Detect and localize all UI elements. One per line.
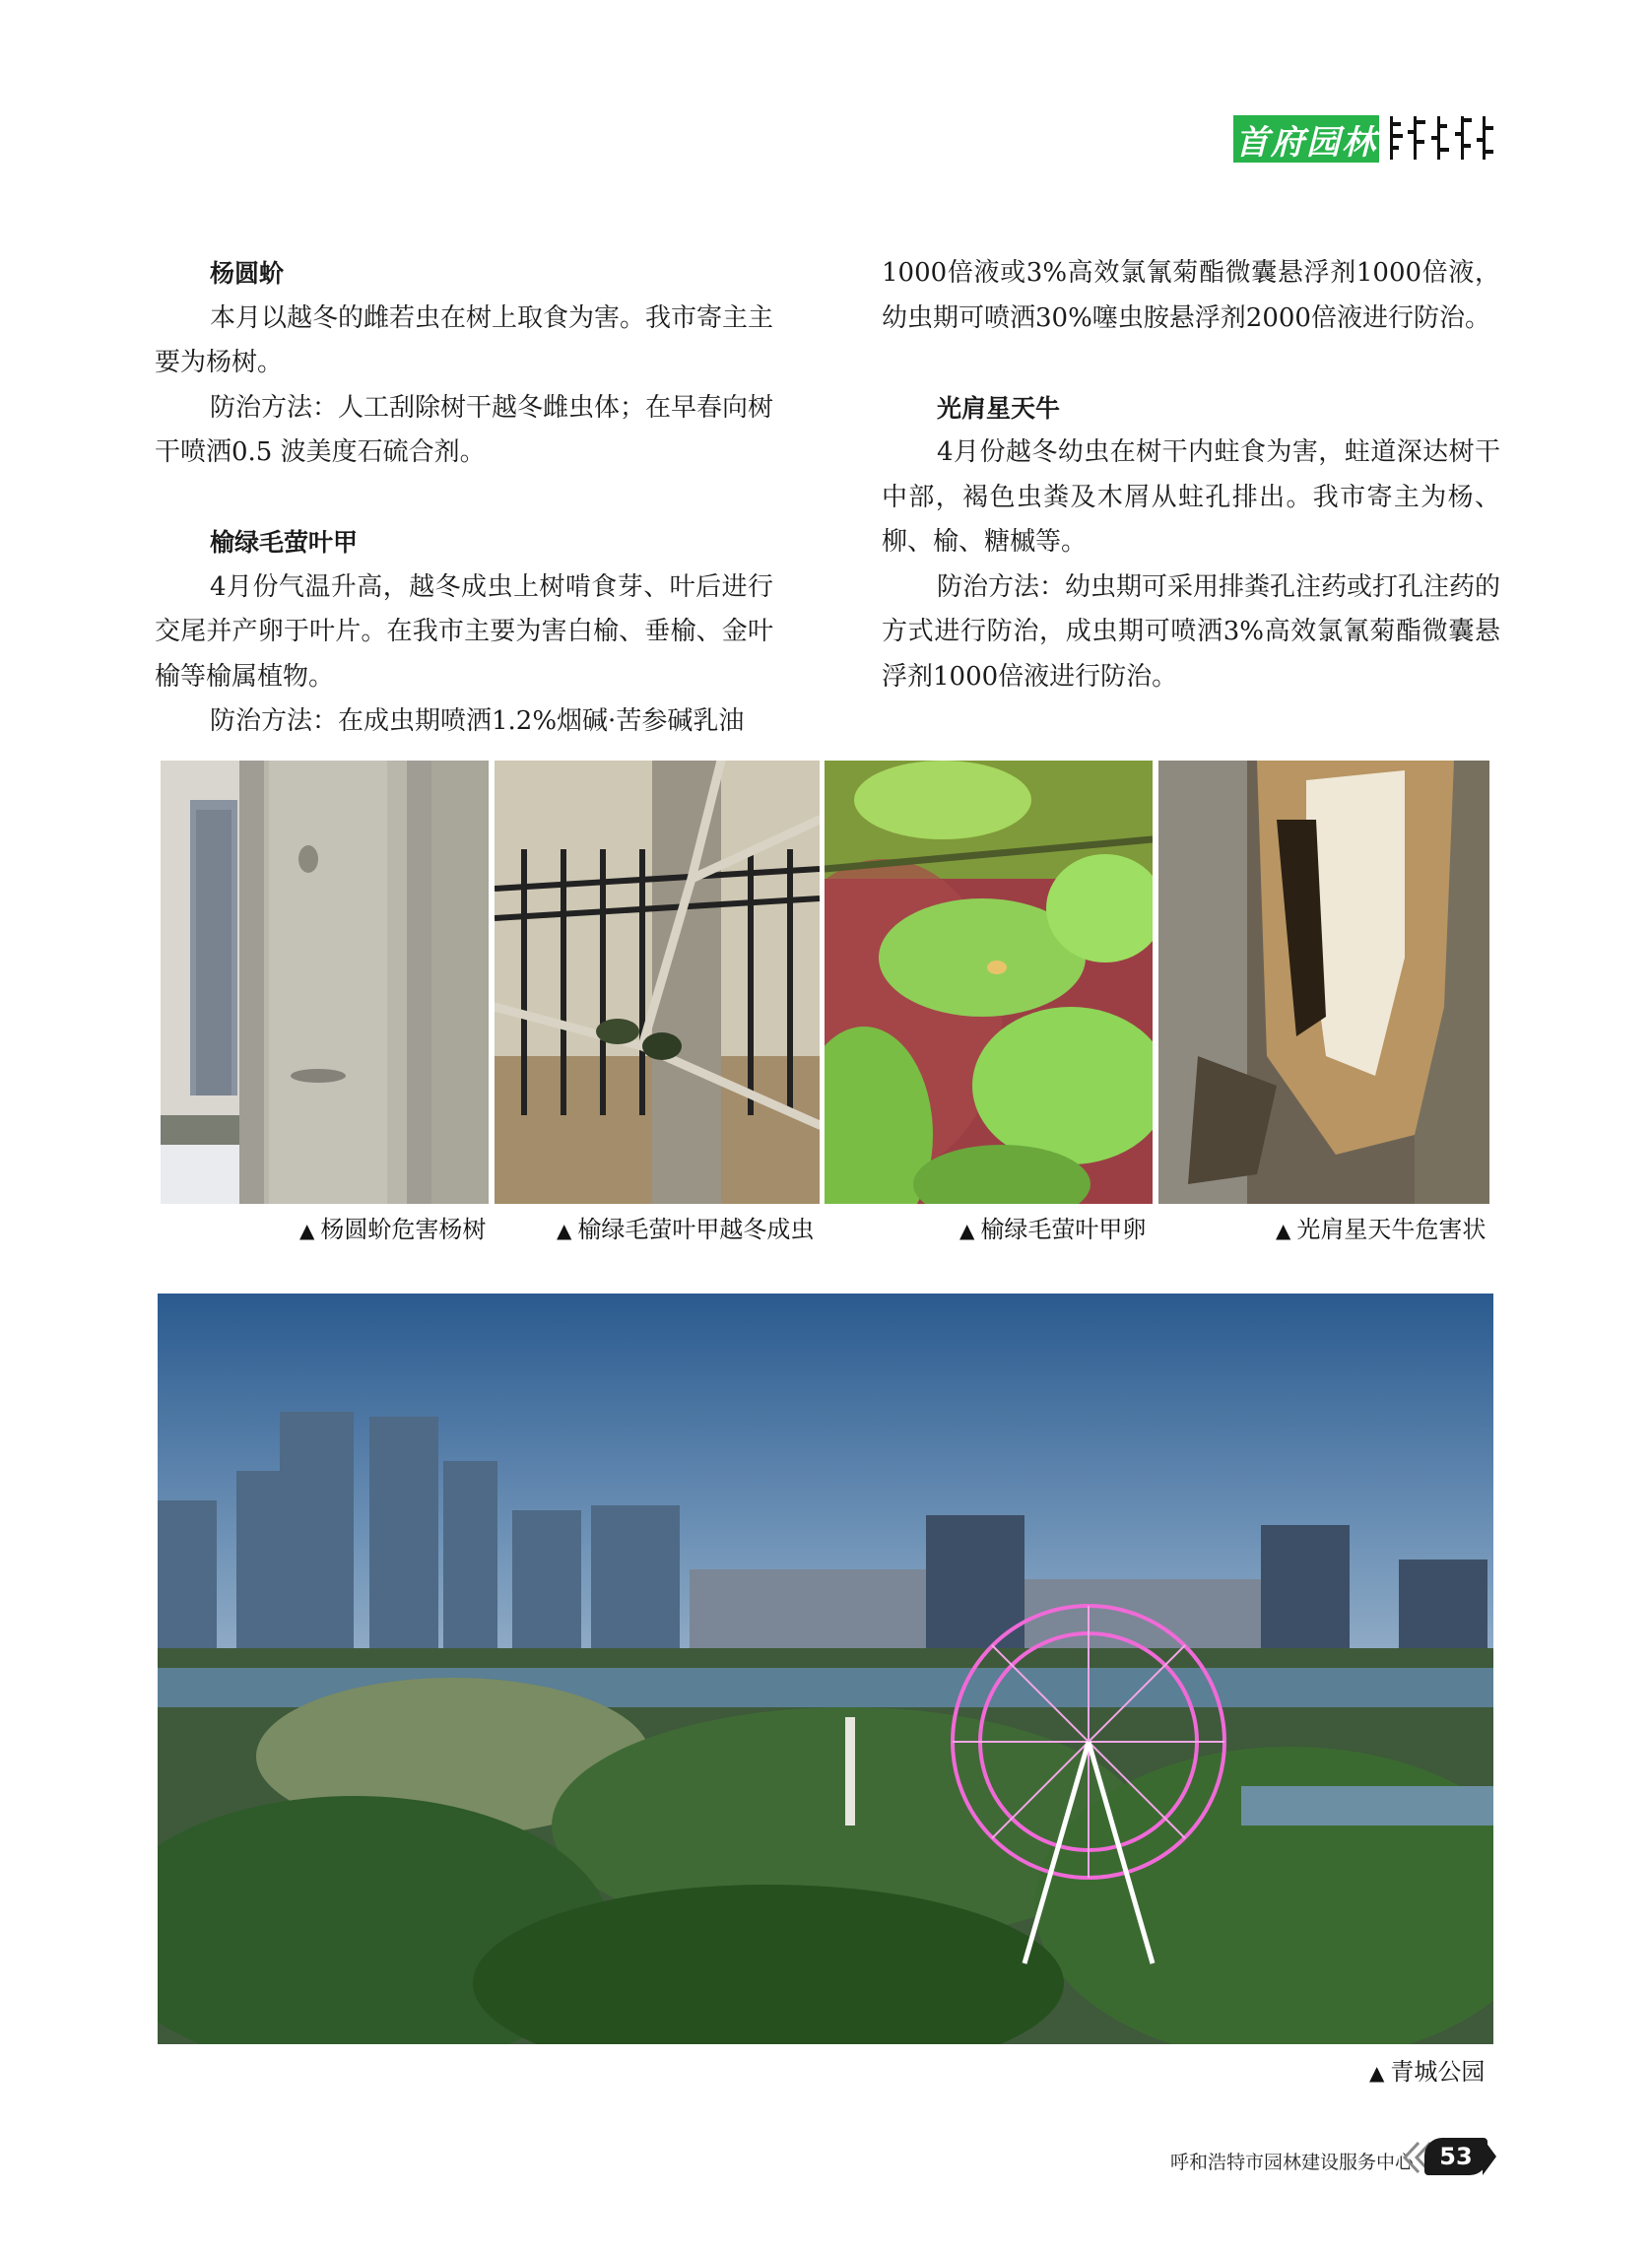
- photo-poplar-trunk: [161, 761, 489, 1204]
- paragraph: 4月份越冬幼虫在树干内蛀食为害，蛀道深达树干中部，褐色虫粪及木屑从蛀孔排出。我市寄主为杨、柳、榆、糖槭等。: [882, 437, 1500, 557]
- section-title-yang-yuan-jie: 杨圆蚧: [210, 259, 285, 288]
- paragraph: 1000倍液或3%高效氯氰菊酯微囊悬浮剂1000倍液，幼虫期可喷洒30%噻虫胺悬浮剂2000倍液进行防治。: [882, 258, 1500, 333]
- caption-photo-3: ▲ 榆绿毛萤叶甲卵: [959, 1216, 1147, 1243]
- section-title-guang-jian-xing-tian-niu: 光肩星天牛: [937, 393, 1061, 423]
- brand-title: 首府园林: [1233, 115, 1379, 163]
- photo-longhorn-beetle-damage: [1158, 761, 1489, 1204]
- caption-photo-4: ▲ 光肩星天牛危害状: [1276, 1216, 1487, 1243]
- paragraph: 防治方法：在成虫期喷洒1.2%烟碱·苦参碱乳油: [210, 706, 745, 736]
- photo-qingcheng-park: [158, 1294, 1493, 2044]
- paragraph: 防治方法：人工刮除树干越冬雌虫体；在早春向树干喷洒0.5 波美度石硫合剂。: [155, 392, 774, 467]
- section-title-yu-lv-mao-ying-ye-jia: 榆绿毛萤叶甲: [210, 528, 359, 557]
- photo-elm-leaf-beetle-adults: [495, 761, 820, 1204]
- photo-elm-leaf-beetle-eggs: [825, 761, 1153, 1204]
- caption-photo-1: ▲ 杨圆蚧危害杨树: [299, 1216, 487, 1243]
- paragraph: 本月以越冬的雌若虫在树上取食为害。我市寄主主要为杨树。: [155, 302, 774, 377]
- paragraph: 4月份气温升高，越冬成虫上树啃食芽、叶后进行交尾并产卵于叶片。在我市主要为害白榆、垂榆、金叶榆等榆属植物。: [155, 571, 773, 692]
- right-column: [882, 251, 1500, 699]
- footer-organization: 呼和浩特市园林建设服务中心: [1170, 2152, 1415, 2173]
- caption-park: ▲ 青城公园: [1369, 2058, 1486, 2086]
- paragraph: 防治方法：幼虫期可采用排粪孔注药或打孔注药的方式进行防治，成虫期可喷洒3%高效氯氰菊酯微囊悬浮剂1000倍液进行防治。: [882, 571, 1501, 692]
- caption-photo-2: ▲ 榆绿毛萤叶甲越冬成虫: [557, 1216, 815, 1243]
- chevron-right-decoration-icon: [1483, 2138, 1496, 2175]
- left-column: [155, 251, 773, 745]
- page-number: 53: [1424, 2138, 1487, 2175]
- mongolian-script-logo-icon: [1384, 110, 1502, 166]
